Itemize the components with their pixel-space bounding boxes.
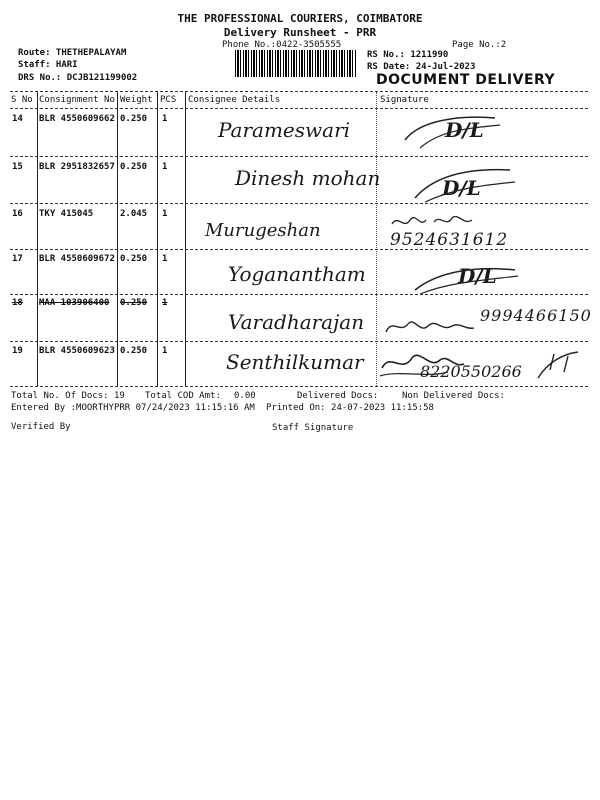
barcode (235, 50, 357, 77)
entered-by: Entered By :MOORTHYPRR 07/24/2023 11:15:16 AM (11, 403, 255, 413)
verified-by: Verified By (11, 422, 71, 432)
row-consignment: BLR 4550609662 (39, 114, 115, 124)
row-signature: 9524631612 (390, 230, 509, 250)
row-rule (10, 294, 588, 295)
row-pcs: 1 (162, 298, 168, 308)
row-sno: 18 (12, 298, 23, 308)
col-signature: Signature (380, 95, 429, 105)
row-rule (10, 341, 588, 342)
row-consignee-handwritten: Yoganantham (228, 262, 366, 286)
total-cod-label: Total COD Amt: (145, 391, 221, 401)
row-rule (10, 203, 588, 204)
col-consignee: Consignee Details (188, 95, 281, 105)
row-signature: D/L (442, 176, 481, 200)
company-title: THE PROFESSIONAL COURIERS, COIMBATORE (177, 12, 423, 25)
row-pcs: 1 (162, 162, 168, 172)
row-sno: 16 (12, 209, 23, 219)
signature-scribble (400, 110, 510, 155)
delivered-docs: Delivered Docs: (297, 391, 379, 401)
row-weight: 2.045 (120, 209, 148, 219)
row-signature: D/L (458, 264, 497, 288)
col-consignment: Consignment No (39, 95, 115, 105)
row-pcs: 1 (162, 209, 168, 219)
col-pcs: PCS (160, 95, 177, 105)
row-consignee-handwritten: Parameswari (218, 118, 351, 142)
row-weight: 0.250 (120, 298, 148, 308)
table-top-rule (10, 91, 588, 92)
total-cod-value: 0.00 (234, 391, 256, 401)
row-sno: 14 (12, 114, 23, 124)
row-signature: 9994466150 (480, 306, 592, 325)
row-sno: 17 (12, 254, 23, 264)
table-bottom-rule (10, 386, 588, 387)
runsheet-subtitle: Delivery Runsheet - PRR (223, 26, 377, 39)
row-pcs: 1 (162, 254, 168, 264)
table-header-rule (10, 108, 588, 109)
signature-scribble (410, 258, 520, 298)
document-delivery-stamp: DOCUMENT DELIVERY (376, 72, 556, 88)
page-number: Page No.:2 (452, 40, 507, 50)
row-pcs: 1 (162, 346, 168, 356)
row-rule (10, 156, 588, 157)
row-weight: 0.250 (120, 114, 148, 124)
row-signature: 8220550266 (420, 362, 522, 381)
row-weight: 0.250 (120, 162, 148, 172)
tamil-signature-scribble (390, 212, 490, 232)
row-sno: 15 (12, 162, 23, 172)
row-rule (10, 249, 588, 250)
row-consignment: MAA 103906400 (39, 298, 110, 308)
col-sno: S No (11, 95, 33, 105)
staff-signature: Staff Signature (272, 423, 354, 433)
row-weight: 0.250 (120, 346, 148, 356)
total-docs: Total No. Of Docs: 19 (11, 391, 125, 401)
drs-number: DRS No.: DCJB121199002 (18, 73, 138, 83)
row-consignee-handwritten: Varadharajan (228, 310, 365, 334)
rs-number: RS No.: 1211990 (367, 50, 449, 60)
row-pcs: 1 (162, 114, 168, 124)
signature-scribble (410, 160, 520, 205)
signature-scribble (378, 348, 583, 388)
printed-on: Printed On: 24-07-2023 11:15:58 (266, 403, 434, 413)
phone-number: Phone No.:0422-3505555 (222, 40, 342, 50)
rs-date: RS Date: 24-Jul-2023 (367, 62, 476, 72)
row-sno: 19 (12, 346, 23, 356)
row-consignee-handwritten: Senthilkumar (226, 350, 364, 374)
row-signature: D/L (445, 118, 484, 142)
non-delivered-docs: Non Delivered Docs: (402, 391, 505, 401)
row-weight: 0.250 (120, 254, 148, 264)
row-consignee-handwritten: Murugeshan (205, 220, 321, 241)
row-consignment: BLR 4550609672 (39, 254, 115, 264)
row-consignee-handwritten: Dinesh mohan (235, 166, 381, 190)
row-consignment: TKY 415045 (39, 209, 94, 219)
row-consignment: BLR 2951832657 (39, 162, 115, 172)
route-label: Route: THETHEPALAYAM (18, 48, 127, 58)
row-consignment: BLR 4550609623 (39, 346, 115, 356)
staff-label: Staff: HARI (18, 60, 78, 70)
col-weight: Weight (120, 95, 153, 105)
signature-scribble (382, 312, 477, 342)
